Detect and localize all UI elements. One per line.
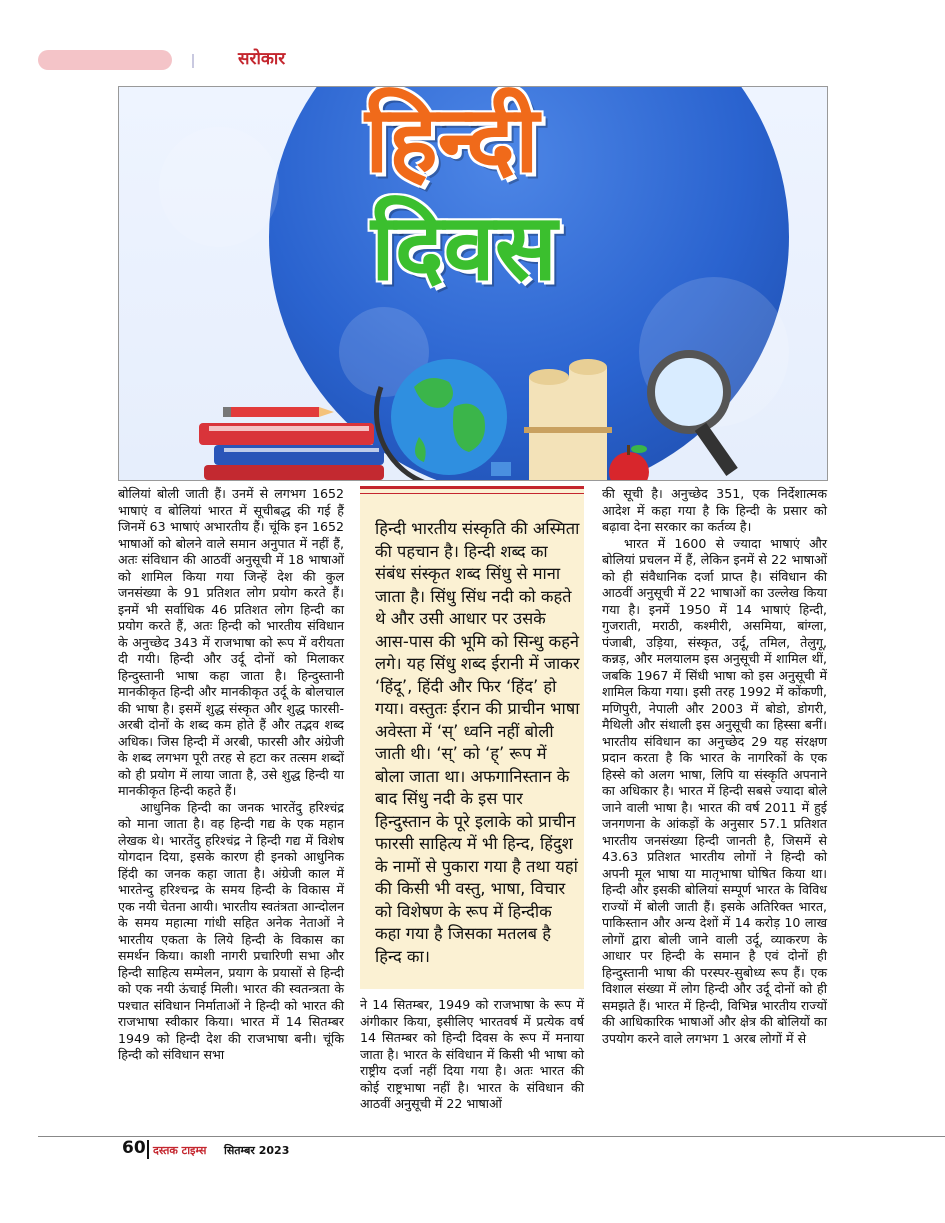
- article-paragraph: की सूची है। अनुच्छेद 351, एक निर्देशात्मक आदेश में कहा गया है कि हिन्दी के प्रसार को बढ़ावा देना सरकार का कर्तव्य है।: [602, 486, 827, 534]
- hero-illustration: [118, 86, 828, 481]
- apple-icon: [609, 445, 649, 480]
- header-divider: [192, 54, 194, 68]
- section-title: सरोकार: [238, 49, 286, 69]
- pull-quote-rule: [360, 493, 584, 494]
- hero-objects: [119, 87, 827, 480]
- article-paragraph: आधुनिक हिन्दी का जनक भारतेंदु हरिश्चंद्र को माना जाता है। वह हिन्दी गद्य के एक महान लेखक थे। भारतेंदु हरिश्चंद्र ने हिन्दी गद्य में विशेष योगदान दिया, इसके कारण ही इनको आधुनिक हिंदी का जनक कहा जाता है। अंग्रेजी काल में भारतेन्दु हरिश्चन्द्र के समय हिन्दी के विकास में एक नयी चेतना आयी। भारतीय स्वतंत्रता आन्दोलन के समय महात्मा गांधी सहित अनेक नेताओं ने भारतीय एकता के लिये हिन्दी के विकास का समर्थन किया। काशी नागरी प्रचारिणी सभा और हिन्दी साहित्य सम्मेलन, प्रयाग के प्रयासों से हिन्दी को एक नयी ऊंचाई मिली। भारत की स्वतन्त्रता के पश्चात संविधान निर्माताओं ने हिन्दी को भारत की राजभाषा स्वीकार किया। भारत में 14 सितम्बर 1949 को हिन्दी देश की राजभाषा बनी। चूंकि हिन्दी को संविधान सभा: [118, 799, 344, 1062]
- footer-rule: [38, 1136, 945, 1137]
- header-pill: [38, 50, 172, 70]
- books-icon: [199, 423, 384, 480]
- article-paragraph: बोलियां बोली जाती हैं। उनमें से लगभग 1652 भाषाएं व बोलियां भारत में सूचीबद्ध की गई हैं जिनमें 63 भाषाएं अभारतीय हैं। चूंकि इन 1652 भाषाओं को बोलने वाले समान अनुपात में नहीं हैं, अतः संविधान की आठवीं अनुसूची में 18 भाषाओं को शामिल किया गया जिन्हें देश की कुल जनसंख्या के 91 प्रतिशत लोग प्रयोग करते हैं। इनमें भी सर्वाधिक 46 प्रतिशत लोग हिन्दी का प्रयोग करते हैं, अतः हिन्दी को भारतीय संविधान के अनुच्छेद 343 में राजभाषा को रूप में वरीयता दी गयी। हिन्दी और उर्दू दोनों को मिलाकर हिन्दुस्तानी भाषा कहा जाता है। हिन्दुस्तानी मानकीकृत हिन्दी और मानकीकृत उर्दू के बोलचाल की भाषा है। इसमें शुद्ध संस्कृत और शुद्ध फारसी-अरबी दोनों के शब्द कम होते हैं और तद्भव शब्द अधिक। जिस हिन्दी में अरबी, फारसी और अंग्रेजी के शब्द लगभग पूरी तरह से हटा कर तत्सम शब्दों को ही प्रयोग में लाया जाता है, उसे शुद्ध हिन्दी या मानकीकृत हिन्दी कहते हैं।: [118, 486, 344, 798]
- article-column-3: [602, 486, 827, 1047]
- article-paragraph: ने 14 सितम्बर, 1949 को राजभाषा के रूप में अंगीकार किया, इसीलिए भारतवर्ष में प्रत्येक वर्ष 14 सितम्बर को हिन्दी दिवस के रूप में मनाया जाता है। भारत के संविधान में किसी भी भाषा को राष्ट्रीय दर्जा नहीं दिया गया है। अतः भारत की कोई राष्ट्रभाषा नहीं है। भारत के संविधान की आठवीं अनुसूची में 22 भाषाओं: [360, 997, 584, 1111]
- hero-title-diwas: दिवस: [371, 194, 558, 301]
- page-number: 60: [122, 1138, 146, 1158]
- pencil-icon: [223, 407, 334, 417]
- footer-divider: [147, 1140, 149, 1159]
- issue-date: सितम्बर 2023: [224, 1144, 290, 1157]
- globe-icon: [376, 359, 507, 480]
- magazine-name: दस्तक टाइम्स: [153, 1144, 207, 1157]
- pull-quote-rule: [360, 486, 584, 489]
- eraser-icon: [491, 462, 511, 476]
- magnifier-icon: [651, 354, 738, 476]
- article-column-1: [118, 486, 344, 1064]
- scroll-icon: [524, 359, 612, 480]
- article-column-2: [360, 997, 584, 1113]
- hero-title-hindi: हिन्दी: [365, 86, 539, 193]
- pull-quote-text: हिन्दी भारतीय संस्कृति की अस्मिता की पहचान है। हिन्दी शब्द का संबंध संस्कृत शब्द सिंधु से माना जाता है। सिंधु सिंध नदी को कहते थे और उसी आधार पर उसके आस-पास की भूमि को सिन्धु कहने लगे। यह सिंधु शब्द ईरानी में जाकर ‘हिंदू’, हिंदी और फिर ‘हिंद’ हो गया। वस्तुतः ईरान की प्राचीन भाषा अवेस्ता में ‘स्’ ध्वनि नहीं बोली जाती थी। ‘स्’ को ‘ह्’ रूप में बोला जाता था। अफगानिस्तान के बाद सिंधु नदी के इस पार हिन्दुस्तान के पूरे इलाके को प्राचीन फारसी साहित्य में भी हिन्द, हिंदुश के नामों से पुकारा गया है तथा यहां की किसी भी वस्तु, भाषा, विचार को विशेषण के रूप में हिन्दीक कहा गया है जिसका मतलब है हिन्द का।: [375, 519, 580, 966]
- article-paragraph: भारत में 1600 से ज्यादा भाषाएं और बोलियां प्रचलन में हैं, लेकिन इनमें से 22 भाषाओं को ही संवैधानिक दर्जा प्राप्त है। संविधान की आठवीं अनुसूची में 22 भाषाओं का उल्लेख किया गया है। इनमें 1950 में 14 भाषाएं हिन्दी, गुजराती, मराठी, कश्मीरी, असमिया, बांग्ला, पंजाबी, उड़िया, संस्कृत, उर्दू, तमिल, तेलुगू, कन्नड़, और मलयालम इस अनुसूची में शामिल थीं, जबकि 1967 में सिंधी भाषा को इस अनुसूची में शामिल किया गया। इसी तरह 1992 में कोंकणी, मणिपुरी, नेपाली और 2003 में बोडो, डोगरी, मैथिली और संथाली इस अनुसूची का हिस्सा बनीं। भारतीय संविधान का अनुच्छेद 29 यह संरक्षण प्रदान करता है कि भारत के नागरिकों के एक हिस्से को अलग भाषा, लिपि या संस्कृति अपनाने का अधिकार है। भारत में हिन्दी सबसे ज्यादा बोले जाने वाली भाषा है। भारत की वर्ष 2011 में हुई जनगणना के आंकड़ों के अनुसार 57.1 प्रतिशत भारतीय जनसंख्या हिन्दी जानती है, जिसमें से 43.63 प्रतिशत भारतीय लोगों ने हिन्दी को अपनी मूल भाषा या मातृभाषा घोषित किया था। हिन्दी और इसकी बोलियां सम्पूर्ण भारत के विविध राज्यों में बोली जाती हैं। इसके अतिरिक्त भारत, पाकिस्तान और अन्य देशों में 14 करोड़ 10 लाख लोगों द्वारा बोली जाने वाली उर्दू, व्याकरण के आधार पर हिन्दी के समान है एवं दोनों ही हिन्दुस्तानी भाषा की परस्पर-सुबोध्य रूप हैं। एक विशाल संख्या में लोग हिन्दी और उर्दू दोनों को ही समझते हैं। भारत में हिन्दी, विभिन्न भारतीय राज्यों की आधिकारिक भाषाओं और क्षेत्र की बोलियों का उपयोग करने वाले लगभग 1 अरब लोगों में से: [602, 535, 827, 1046]
